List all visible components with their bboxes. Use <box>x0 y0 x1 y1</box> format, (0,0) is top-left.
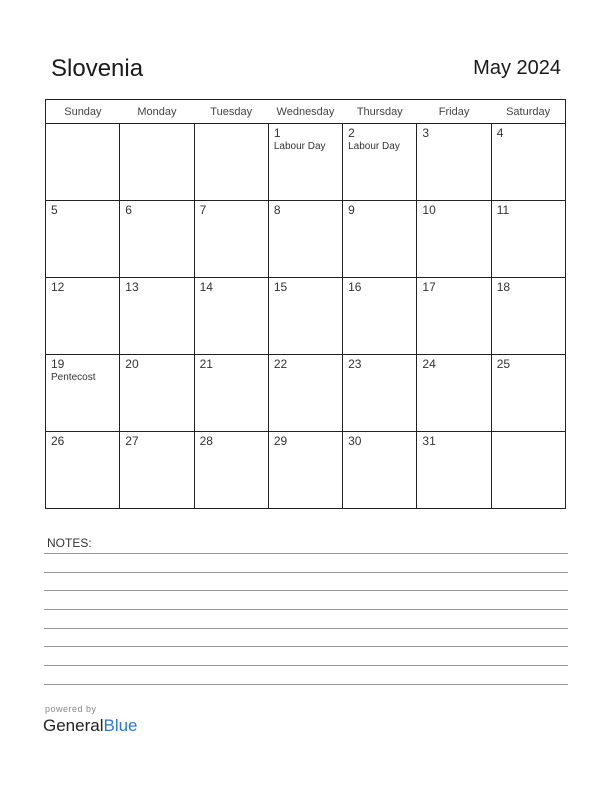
day-cell <box>268 355 342 432</box>
note-line <box>44 590 568 591</box>
day-number: 1 <box>273 126 281 140</box>
day-number: 9 <box>348 203 355 217</box>
day-number: 10 <box>422 203 436 217</box>
day-number: 6 <box>125 203 132 217</box>
weekday-thursday: Thursday <box>343 100 417 124</box>
day-cell <box>417 432 491 509</box>
weekday-saturday: Saturday <box>491 100 565 124</box>
country-title: Slovenia <box>51 55 144 82</box>
day-number: 17 <box>422 280 436 294</box>
day-cell <box>343 201 417 278</box>
week-row <box>46 201 566 278</box>
day-cell <box>417 201 491 278</box>
weekday-wednesday: Wednesday <box>268 100 342 124</box>
day-cell <box>46 278 120 355</box>
week-row <box>46 355 566 432</box>
weekday-sunday: Sunday <box>46 100 120 124</box>
weekday-monday: Monday <box>120 100 194 124</box>
day-cell <box>194 432 268 509</box>
day-number: 28 <box>199 434 213 448</box>
day-number: 8 <box>273 203 281 217</box>
day-cell <box>491 278 565 355</box>
holiday-label: Pentecost <box>51 372 96 383</box>
holiday-label: Labour Day <box>273 141 326 152</box>
day-number: 22 <box>273 357 288 371</box>
day-cell <box>194 124 268 201</box>
week-row <box>46 432 566 509</box>
day-cell <box>120 201 194 278</box>
day-number: 23 <box>348 357 362 371</box>
day-number: 27 <box>125 434 139 448</box>
weekday-tuesday: Tuesday <box>194 100 268 124</box>
note-line <box>44 646 568 647</box>
day-cell <box>46 124 120 201</box>
day-number: 4 <box>496 126 504 140</box>
day-cell <box>491 201 565 278</box>
day-number: 21 <box>199 357 213 371</box>
day-cell <box>120 355 194 432</box>
day-number: 2 <box>348 126 355 140</box>
day-cell <box>268 278 342 355</box>
day-number: 12 <box>51 280 65 294</box>
day-cell <box>417 278 491 355</box>
day-number: 13 <box>125 280 139 294</box>
day-number: 19 <box>51 357 65 371</box>
day-cell <box>268 201 342 278</box>
day-cell <box>343 355 417 432</box>
day-number: 29 <box>273 434 288 448</box>
day-number: 5 <box>51 203 58 217</box>
notes-label: NOTES: <box>47 536 92 550</box>
generalblue-logo[interactable] <box>43 716 138 736</box>
day-cell <box>120 124 194 201</box>
day-cell <box>417 124 491 201</box>
brand-general: General <box>43 716 104 735</box>
day-cell <box>194 278 268 355</box>
month-year-title: May 2024 <box>473 57 561 79</box>
note-line <box>44 684 568 685</box>
powered-by-text: powered by <box>45 704 97 714</box>
note-line <box>44 609 568 610</box>
day-number: 11 <box>496 203 510 217</box>
note-line <box>44 628 568 629</box>
day-cell <box>120 278 194 355</box>
day-cell <box>491 124 565 201</box>
note-line <box>44 553 568 554</box>
day-number: 25 <box>496 357 511 371</box>
day-cell <box>268 432 342 509</box>
day-cell <box>343 432 417 509</box>
weekday-friday: Friday <box>417 100 491 124</box>
week-row <box>46 278 566 355</box>
day-cell <box>194 201 268 278</box>
day-number: 26 <box>51 434 65 448</box>
day-cell <box>343 124 417 201</box>
day-number: 16 <box>348 280 362 294</box>
day-number: 24 <box>422 357 436 371</box>
day-cell <box>194 355 268 432</box>
day-cell <box>46 432 120 509</box>
day-cell <box>268 124 342 201</box>
day-number: 15 <box>273 280 288 294</box>
day-cell <box>120 432 194 509</box>
note-line <box>44 572 568 573</box>
day-number: 30 <box>348 434 362 448</box>
week-row <box>46 124 566 201</box>
day-number: 14 <box>199 280 213 294</box>
day-number: 7 <box>199 203 207 217</box>
calendar-grid <box>45 99 566 509</box>
day-number: 20 <box>125 357 139 371</box>
day-cell <box>417 355 491 432</box>
day-cell <box>46 201 120 278</box>
holiday-label: Labour Day <box>348 141 400 152</box>
day-cell <box>46 355 120 432</box>
day-cell <box>491 355 565 432</box>
day-number: 3 <box>422 126 430 140</box>
note-line <box>44 665 568 666</box>
day-number: 18 <box>496 280 511 294</box>
day-cell <box>343 278 417 355</box>
day-number: 31 <box>422 434 436 448</box>
weekday-header-row <box>46 100 566 124</box>
brand-blue: Blue <box>103 716 138 735</box>
day-cell <box>491 432 565 509</box>
